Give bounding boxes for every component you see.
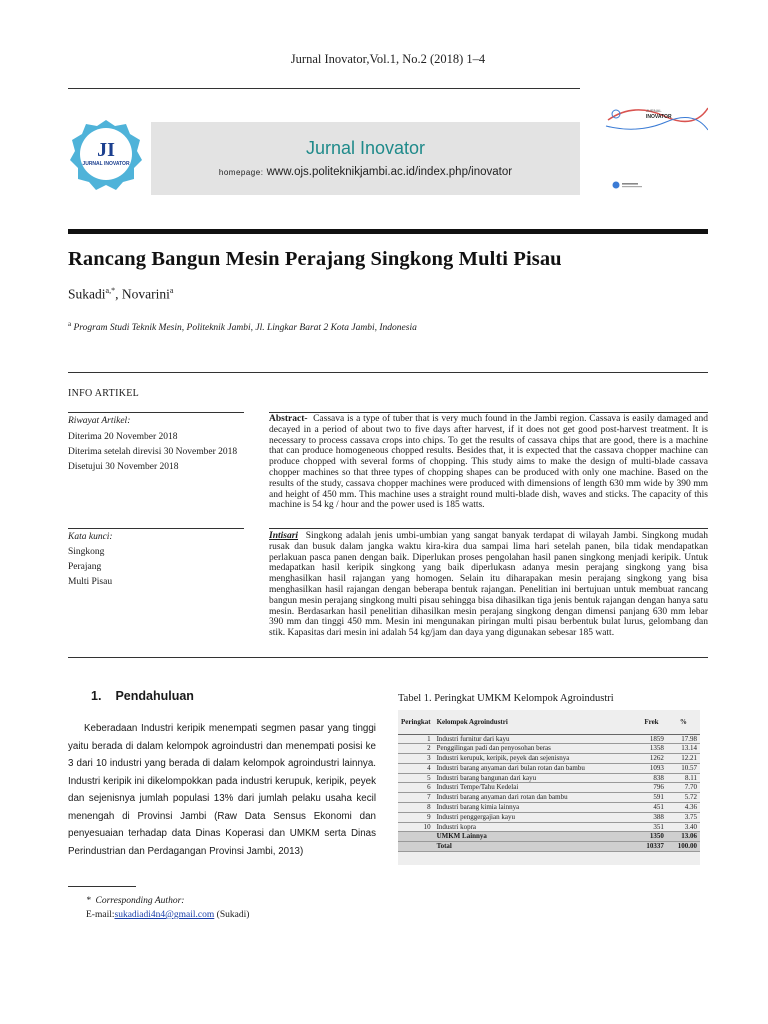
- table-cell: 1358: [636, 744, 667, 754]
- footnote-marker: *: [86, 896, 91, 906]
- keyword-item: Singkong: [68, 547, 105, 557]
- table-caption: Tabel 1. Peringkat UMKM Kelompok Agroindustri: [398, 693, 614, 704]
- table-cell: 451: [636, 803, 667, 813]
- history-item: Diterima setelah direvisi 30 November 2018: [68, 447, 238, 457]
- table-cell: Penggilingan padi dan penyosohan beras: [434, 744, 636, 754]
- footnote-label: Corresponding Author:: [95, 896, 185, 906]
- table-row: [398, 763, 700, 773]
- table-cell: 17.98: [667, 734, 700, 744]
- intro-paragraph: [68, 720, 376, 860]
- table-cell: 838: [636, 773, 667, 783]
- table-row: [398, 734, 700, 744]
- email-suffix: (Sukadi): [214, 910, 250, 920]
- column-header: Frek: [636, 710, 667, 734]
- table-row: [398, 744, 700, 754]
- homepage-url[interactable]: www.ojs.politeknikjambi.ac.id/index.php/inovator: [266, 166, 513, 178]
- cover-title: JURNAL: [646, 108, 662, 113]
- cover-subtitle: INOVATOR: [646, 114, 672, 120]
- abstract-bottom-rule: [68, 657, 708, 658]
- table-cell: 3.75: [667, 812, 700, 822]
- table-cell: Industri barang anyaman dari rotan dan bambu: [434, 793, 636, 803]
- table-cell: 100.00: [667, 842, 700, 852]
- table-cell: 3.40: [667, 822, 700, 832]
- footnote-rule: [68, 886, 136, 887]
- author-separator: ,: [115, 286, 122, 302]
- table-row-other: [398, 832, 700, 842]
- table-cell: Industri barang anyaman dari bulan rotan dan bambu: [434, 763, 636, 773]
- table-body: [398, 734, 700, 852]
- intisari-lead: Intisari: [269, 531, 299, 541]
- table-cell: 1: [398, 734, 434, 744]
- umkm-table-wrapper: [398, 710, 700, 865]
- column-header: Kelompok Agroindustri: [434, 710, 636, 734]
- abstract-lead: Abstract-: [269, 414, 308, 424]
- keywords-rule: [68, 528, 244, 529]
- keywords: [68, 532, 244, 590]
- abstract: [269, 414, 708, 511]
- table-cell: Industri kerupuk, keripik, peyek dan sejenisnya: [434, 754, 636, 764]
- table-cell: 4: [398, 763, 434, 773]
- journal-logo: [70, 118, 142, 190]
- table-cell: 351: [636, 822, 667, 832]
- header-rule: [68, 88, 580, 89]
- table-cell: 12.21: [667, 754, 700, 764]
- table-cell: 13.06: [667, 832, 700, 842]
- table-cell: Total: [434, 842, 636, 852]
- intisari-text: Singkong adalah jenis umbi-umbian yang sangat banyak terdapat di wilayah Jambi. Singkong mudah rusak dan busuk dalam jangka waktu kira-kira dua sampai lima hari setelah panen, bila tidak mendapatkan perlakuan pasca panen dengan baik. Diperlukan proses pengolahan hasil panen singkong menjadi keripik. Untuk medapatkan hasil keripik singkong yang baik diperlukasn adanya mesin perajang singkong yang bisa menghasilkan hasil rajangan yang homogen. Selain itu diharapakan mesin perajang singkong yang bisa menghasilkan hasil rajangan dengan beberapa bentuk rajangan. Penelitian ini bertujuan untuk membuat rancang bangun mesin perajang singkong multi pisau sehingga bisa dihasilkan tiga jenis bentuk rajangan dengan hanya satu mesin. Berdasarkan hasil penelitian dihasilkan mesin perajang singkong dengan dimensi panjang 630 mm lebar 390 mm dan tinggi 450 mm. Mesin ini mengunakan piringan multi pisau berbentuk bulat lurus, gelombang dan stik. Kapasitas dari mesin ini adalah 54 kg/jam dan daya yang digunakan sebesar 185 watt.: [269, 531, 708, 639]
- info-top-rule: [68, 372, 708, 373]
- keywords-label: Kata kunci:: [68, 532, 113, 542]
- table-cell: Industri penggergajian kayu: [434, 812, 636, 822]
- info-heading: INFO ARTIKEL: [68, 388, 140, 399]
- table-cell: 9: [398, 812, 434, 822]
- affiliation-superscript: a: [68, 320, 72, 328]
- page-left-margin: [0, 56, 68, 1024]
- table-cell: 1859: [636, 734, 667, 744]
- table-cell: 796: [636, 783, 667, 793]
- table-cell: 8: [398, 803, 434, 813]
- table-cell: 8.11: [667, 773, 700, 783]
- table-cell: [398, 832, 434, 842]
- table-row-total: [398, 842, 700, 852]
- column-header: Peringkat: [398, 710, 434, 734]
- logo-letters: JI: [97, 139, 115, 161]
- title-rule: [68, 229, 708, 234]
- table-cell: Industri kopra: [434, 822, 636, 832]
- table-cell: 6: [398, 783, 434, 793]
- author-name: Novarini: [121, 286, 170, 302]
- affiliation-text: Program Studi Teknik Mesin, Politeknik Jambi, Jl. Lingkar Barat 2 Kota Jambi, Indonesia: [73, 323, 417, 334]
- author-name: Sukadi: [68, 286, 106, 302]
- intisari-rule: [269, 528, 708, 529]
- section-title: Pendahuluan: [115, 689, 194, 703]
- table-row: [398, 754, 700, 764]
- column-header: %: [667, 710, 700, 734]
- history-rule: [68, 412, 244, 413]
- abstract-rule: [269, 412, 708, 413]
- abstract-text: Cassava is a type of tuber that is very much found in the Jambi region. Cassava is easily damaged and decayed in a period of about two to five days after harvest, if it does not get good post-harvest treatment. It is necessary to process cassava crops into chips. To get the results of cassava chips that are good, there is a machine that can produce homogeneous chopped results. Besides that, it is expected that the cassava chopper machine can produce chopped with several forms of chopping. This study aims to make the design of multi-blade cassava chopper machines so that three types of chopping shapes can be produced with only one machine. Based on the results of the study, cassava chopper machines were produced with dimensions of length 630 mm wide by 390 mm and height of 450 mm. This machine uses a straight round multi-blade dish, waves and sticks. The capacity of this machine is 54 kg / hour and the power used is 185 watts.: [269, 414, 709, 511]
- homepage-label: homepage:: [218, 168, 264, 177]
- table-cell: 591: [636, 793, 667, 803]
- table-cell: Industri furnitur dari kayu: [434, 734, 636, 744]
- table-cell: 7.70: [667, 783, 700, 793]
- intro-text: Keberadaan Industri keripik menempati segmen pasar yang tinggi yaitu berada di dalam kelompok agroindustri dan menempati posisi ke 3 dari 10 industri yang berada di dalam kelompok agroindustri lainnya. Industri keripik ini dikelompokkan pada industri kerupuk, keripik, peyek dan sejenisnya jumlah populasi 13% dari jumlah pelaku usaha kecil menengah di Provinsi Jambi (Raw Data Sensus Ekonomi dan penyesuaian terhadap data Dinas Koperasi dan UMKM serta Dinas Perindustrian dan Perdagangan Provinsi Jambi, 2013): [68, 723, 376, 857]
- table-cell: Industri barang kimia lainnya: [434, 803, 636, 813]
- table-cell: 10337: [636, 842, 667, 852]
- table-cell: 388: [636, 812, 667, 822]
- history-label: Riwayat Artikel:: [68, 416, 131, 426]
- affiliation: [68, 320, 417, 333]
- table-cell: UMKM Lainnya: [434, 832, 636, 842]
- article-title: Rancang Bangun Mesin Perajang Singkong Multi Pisau: [68, 248, 562, 270]
- journal-cover-thumbnail: [604, 100, 708, 195]
- table-row: [398, 822, 700, 832]
- table-cell: 13.14: [667, 744, 700, 754]
- table-cell: 4.36: [667, 803, 700, 813]
- keyword-item: Perajang: [68, 562, 102, 572]
- journal-reference: Jurnal Inovator,Vol.1, No.2 (2018) 1–4: [290, 52, 486, 66]
- table-cell: 1093: [636, 763, 667, 773]
- table-row: [398, 812, 700, 822]
- author-superscript: a,*: [105, 286, 116, 295]
- table-cell: [398, 842, 434, 852]
- table-row: [398, 803, 700, 813]
- email-prefix: E-mail:: [86, 910, 115, 920]
- homepage-line: [151, 166, 580, 178]
- table-cell: 5.72: [667, 793, 700, 803]
- table-cell: 2: [398, 744, 434, 754]
- author-line: [68, 286, 173, 303]
- table-row: [398, 783, 700, 793]
- umkm-table: [398, 710, 700, 852]
- table-row: [398, 773, 700, 783]
- section-number: 1.: [91, 689, 102, 703]
- keyword-item: Multi Pisau: [68, 577, 113, 587]
- table-cell: 1262: [636, 754, 667, 764]
- logo-subtext: JURNAL INOVATOR: [82, 161, 130, 167]
- table-cell: 7: [398, 793, 434, 803]
- intisari: [269, 531, 708, 639]
- email-line: [86, 910, 249, 920]
- table-cell: 1350: [636, 832, 667, 842]
- history-item: Disetujui 30 November 2018: [68, 462, 179, 472]
- email-link[interactable]: sukadiadi4n4@gmail.com: [114, 910, 215, 920]
- table-cell: 5: [398, 773, 434, 783]
- section-heading: [91, 689, 208, 703]
- article-history: [68, 416, 244, 475]
- page-top-margin: [0, 0, 768, 56]
- banner-title: Jurnal Inovator: [305, 138, 426, 158]
- corresponding-author-note: [86, 896, 184, 906]
- table-cell: 10: [398, 822, 434, 832]
- table-cell: Industri Tempe/Tahu Kedelai: [434, 783, 636, 793]
- table-cell: Industri barang bangunan dari kayu: [434, 773, 636, 783]
- table-row: [398, 793, 700, 803]
- table-header-row: [398, 710, 700, 734]
- table-cell: 10.57: [667, 763, 700, 773]
- author-superscript: a: [169, 286, 174, 295]
- table-cell: 3: [398, 754, 434, 764]
- journal-banner: [151, 122, 580, 195]
- history-item: Diterima 20 November 2018: [68, 432, 178, 442]
